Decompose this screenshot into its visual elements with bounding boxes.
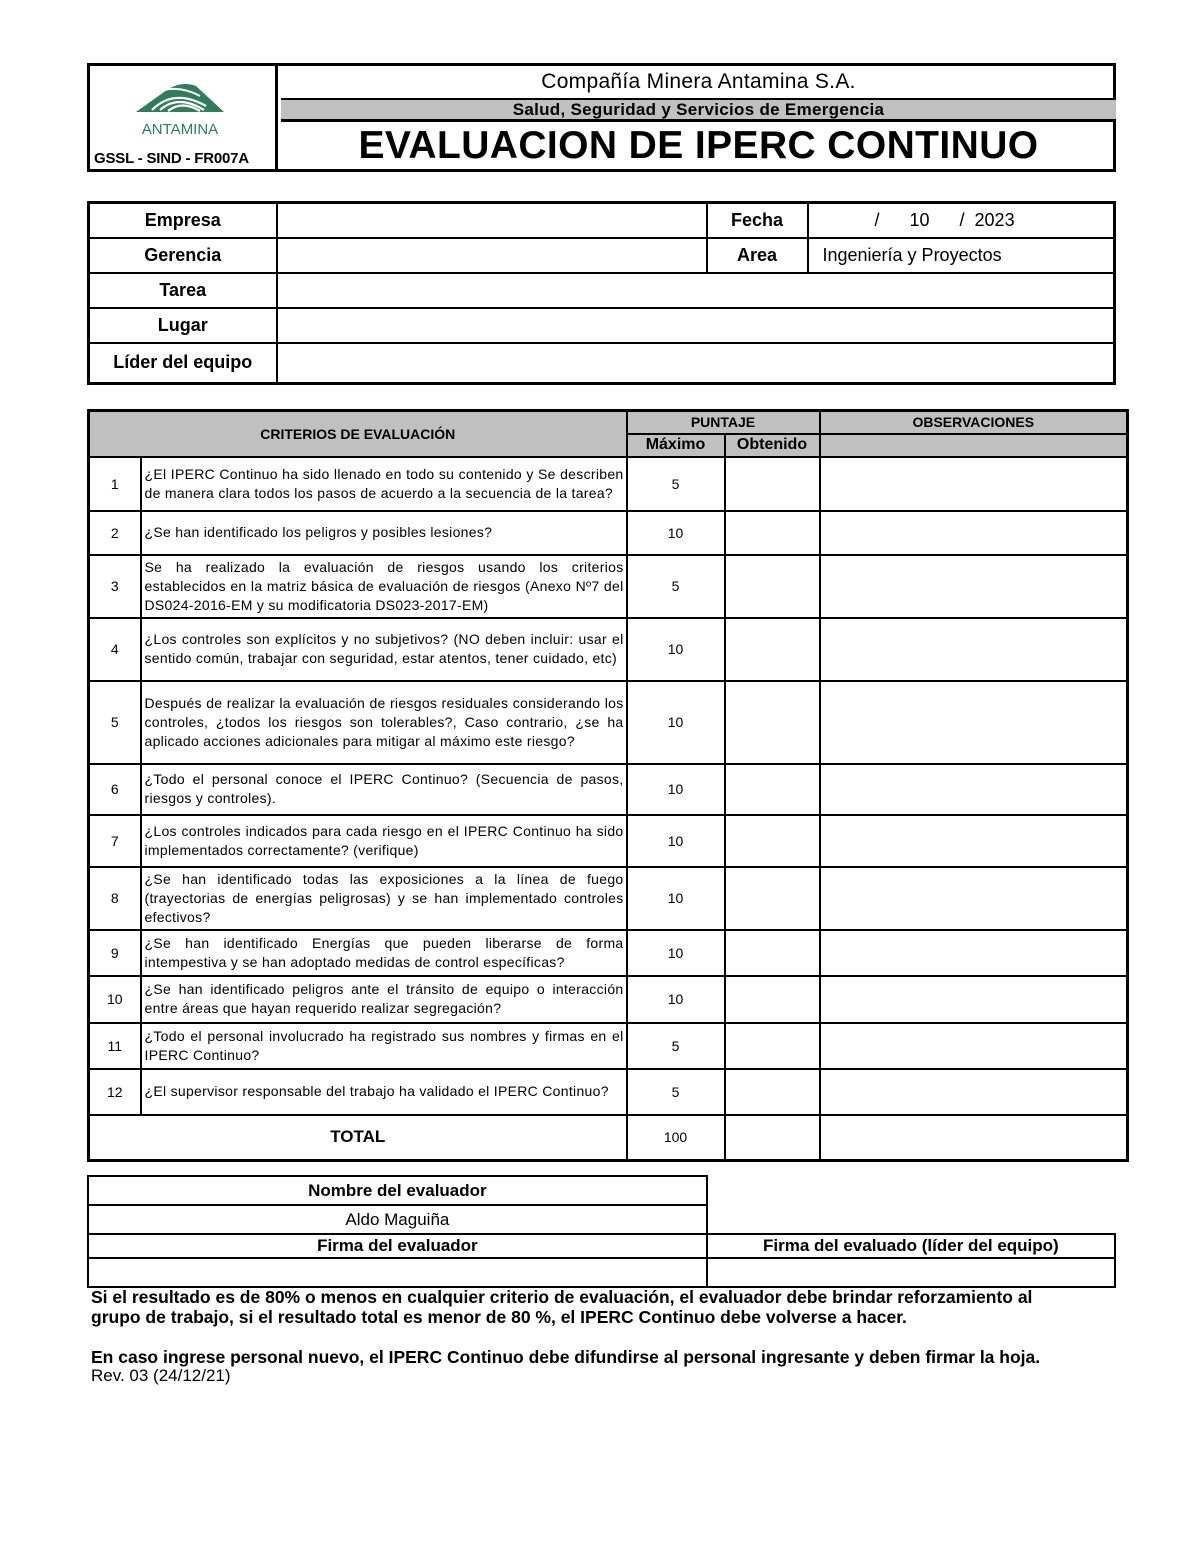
criteria-obtained-field[interactable] [725,867,820,930]
total-label: TOTAL [89,1115,627,1161]
maximo-header: Máximo [627,434,725,457]
criteria-max-score: 10 [627,815,725,867]
company-name: Compañía Minera Antamina S.A. [541,70,856,93]
criteria-row [89,511,1128,555]
criteria-observations-field[interactable] [820,867,1128,930]
criteria-question: ¿Todo el personal conoce el IPERC Continuo? (Secuencia de pasos, riesgos y controles). [141,764,627,815]
criteria-row [89,1069,1128,1115]
criteria-max-score: 10 [627,511,725,555]
puntaje-header: PUNTAJE [627,411,820,434]
criteria-observations-field[interactable] [820,976,1128,1023]
criteria-row [89,457,1128,511]
criteria-question: ¿Los controles indicados para cada riesgo en el IPERC Continuo ha sido implementados correctamente? (verifique) [141,815,627,867]
criteria-obtained-field[interactable] [725,1069,820,1115]
criteria-row [89,764,1128,815]
criteria-header: CRITERIOS DE EVALUACIÓN [89,411,627,457]
total-max: 100 [627,1115,725,1161]
criteria-number: 9 [89,930,141,976]
observaciones-header: OBSERVACIONES [820,411,1128,434]
revision-label: Rev. 03 (24/12/21) [91,1366,231,1385]
criteria-obtained-field[interactable] [725,511,820,555]
criteria-table [87,409,1129,1162]
criteria-number: 7 [89,815,141,867]
criteria-max-score: 5 [627,1023,725,1069]
criteria-obtained-field[interactable] [725,555,820,618]
gerencia-field[interactable] [277,238,707,273]
tarea-label: Tarea [89,273,277,308]
obtenido-header: Obtenido [725,434,820,457]
criteria-observations-field[interactable] [820,1023,1128,1069]
criteria-obtained-field[interactable] [725,681,820,764]
criteria-observations-field[interactable] [820,681,1128,764]
criteria-question: Después de realizar la evaluación de riesgos residuales considerando los controles, ¿todos los riesgos son tolerables?, Caso contrario, ¿se ha aplicado acciones adicionales para mitigar al máximo este riesgo? [141,681,627,764]
tarea-field[interactable] [277,273,1115,308]
criteria-row [89,1023,1128,1069]
svg-text:ANTAMINA: ANTAMINA [141,121,219,138]
gerencia-label: Gerencia [89,238,277,273]
evaluated-signature-field[interactable] [707,1258,1115,1287]
criteria-max-score: 10 [627,976,725,1023]
empresa-label: Empresa [89,203,277,238]
note-reinforcement-line1: Si el resultado es de 80% o menos en cualquier criterio de evaluación, el evaluador debe brindar reforzamiento al [91,1287,1033,1307]
criteria-question: ¿El IPERC Continuo ha sido llenado en todo su contenido y Se describen de manera clara todos los pasos de acuerdo a la secuencia de la tarea? [141,457,627,511]
document-code: GSSL - SIND - FR007A [94,150,249,167]
evaluator-name-field[interactable]: Aldo Maguiña [88,1205,707,1234]
criteria-observations-field[interactable] [820,618,1128,681]
criteria-number: 11 [89,1023,141,1069]
document-title: EVALUACION DE IPERC CONTINUO [358,124,1039,167]
criteria-max-score: 10 [627,930,725,976]
total-obtained-field[interactable] [725,1115,820,1161]
criteria-obtained-field[interactable] [725,815,820,867]
criteria-question: ¿Se han identificado peligros ante el tránsito de equipo o interacción entre áreas que hayan requerido realizar segregación? [141,976,627,1023]
fecha-field[interactable]: / 10 / 2023 [808,203,1115,238]
criteria-question: ¿Los controles son explícitos y no subjetivos? (NO deben incluir: usar el sentido común, trabajar con seguridad, estar atentos, tener cuidado, etc) [141,618,627,681]
area-field[interactable]: Ingeniería y Proyectos [808,238,1115,273]
criteria-max-score: 10 [627,681,725,764]
criteria-question: Se ha realizado la evaluación de riesgos usando los criterios establecidos en la matriz básica de evaluación de riesgos (Anexo Nº7 del DS024-2016-EM y su modificatoria DS023-2017-EM) [141,555,627,618]
note-new-personnel: En caso ingrese personal nuevo, el IPERC Continuo debe difundirse al personal ingresante y deben firmar la hoja. [91,1347,1041,1367]
criteria-row [89,867,1128,930]
evaluated-signature-label: Firma del evaluado (líder del equipo) [707,1234,1115,1258]
criteria-max-score: 10 [627,764,725,815]
criteria-observations-field[interactable] [820,555,1128,618]
criteria-observations-field[interactable] [820,511,1128,555]
evaluator-signature-field[interactable] [88,1258,707,1287]
lider-label: Líder del equipo [89,343,277,384]
lugar-label: Lugar [89,308,277,343]
document-header [87,63,1116,172]
criteria-question: ¿Se han identificado todas las exposiciones a la línea de fuego (trayectorias de energías peligrosas) y se han implementado controles efectivos? [141,867,627,930]
criteria-number: 6 [89,764,141,815]
criteria-obtained-field[interactable] [725,618,820,681]
criteria-row [89,618,1128,681]
criteria-obtained-field[interactable] [725,930,820,976]
criteria-observations-field[interactable] [820,1069,1128,1115]
criteria-row [89,930,1128,976]
criteria-max-score: 10 [627,867,725,930]
antamina-logo [134,76,226,138]
criteria-number: 2 [89,511,141,555]
criteria-row [89,681,1128,764]
criteria-obtained-field[interactable] [725,976,820,1023]
criteria-max-score: 10 [627,618,725,681]
criteria-number: 3 [89,555,141,618]
criteria-row [89,555,1128,618]
department-name: Salud, Seguridad y Servicios de Emergencia [281,98,1116,122]
logo-cell [90,66,278,169]
criteria-number: 12 [89,1069,141,1115]
criteria-max-score: 5 [627,1069,725,1115]
criteria-observations-field[interactable] [820,457,1128,511]
area-label: Area [707,238,808,273]
fecha-label: Fecha [707,203,808,238]
criteria-question: ¿Se han identificado Energías que pueden liberarse de forma intempestiva y se han adoptado medidas de control específicas? [141,930,627,976]
criteria-row [89,976,1128,1023]
evaluator-table [87,1175,1116,1288]
lugar-field[interactable] [277,308,1115,343]
criteria-obtained-field[interactable] [725,764,820,815]
criteria-number: 5 [89,681,141,764]
evaluator-name-label: Nombre del evaluador [88,1176,707,1205]
criteria-max-score: 5 [627,555,725,618]
criteria-obtained-field[interactable] [725,457,820,511]
criteria-question: ¿Se han identificado los peligros y posibles lesiones? [141,511,627,555]
criteria-row [89,815,1128,867]
note-reinforcement-line2: grupo de trabajo, si el resultado total es menor de 80 %, el IPERC Continuo debe volverse a hacer. [91,1307,907,1327]
criteria-max-score: 5 [627,457,725,511]
criteria-observations-field[interactable] [820,764,1128,815]
criteria-number: 10 [89,976,141,1023]
criteria-obtained-field[interactable] [725,1023,820,1069]
observaciones-subheader [820,434,1128,457]
criteria-question: ¿El supervisor responsable del trabajo ha validado el IPERC Continuo? [141,1069,627,1115]
criteria-number: 8 [89,867,141,930]
info-table [87,201,1116,385]
criteria-rows [89,457,1128,1115]
empresa-field[interactable] [277,203,707,238]
criteria-observations-field[interactable] [820,815,1128,867]
total-observations-field[interactable] [820,1115,1128,1161]
criteria-number: 1 [89,457,141,511]
criteria-observations-field[interactable] [820,930,1128,976]
criteria-question: ¿Todo el personal involucrado ha registrado sus nombres y firmas en el IPERC Continuo? [141,1023,627,1069]
criteria-number: 4 [89,618,141,681]
evaluator-signature-label: Firma del evaluador [88,1234,707,1258]
lider-field[interactable] [277,343,1115,384]
